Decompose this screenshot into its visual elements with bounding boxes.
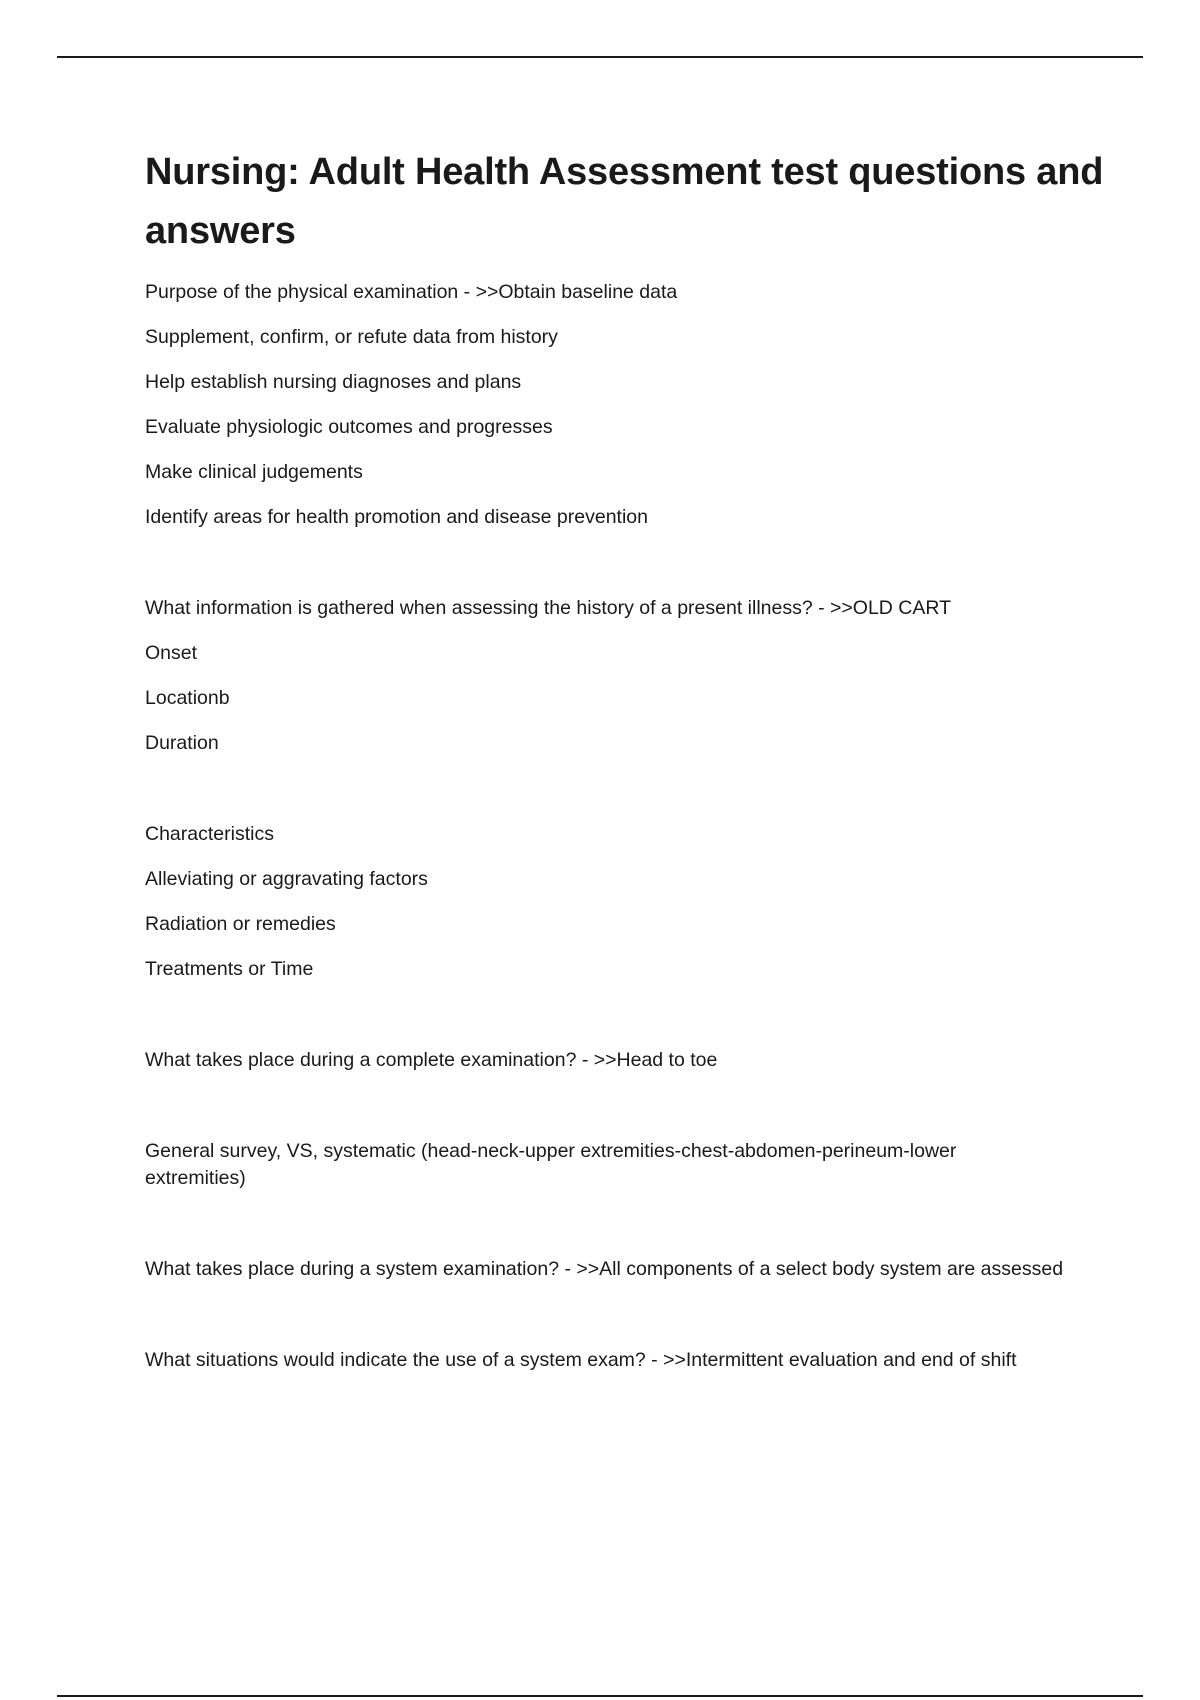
text-line: Help establish nursing diagnoses and plans bbox=[145, 371, 522, 393]
text-line: Alleviating or aggravating factors bbox=[145, 868, 428, 890]
text-line: extremities) bbox=[145, 1167, 246, 1189]
text-line: What situations would indicate the use of a system exam? - >>Intermittent evaluation and end of shift bbox=[145, 1349, 1017, 1371]
text-line: Radiation or remedies bbox=[145, 913, 336, 935]
block-system-exam bbox=[145, 1256, 1105, 1283]
text-line: Duration bbox=[145, 732, 219, 754]
text-line: Characteristics bbox=[145, 823, 274, 845]
text-line: Supplement, confirm, or refute data from history bbox=[145, 326, 558, 348]
text-line: What takes place during a complete examination? - >>Head to toe bbox=[145, 1049, 718, 1071]
text-line: Make clinical judgements bbox=[145, 461, 363, 483]
footer-rule bbox=[57, 1695, 1143, 1697]
block-physical-exam-purpose bbox=[145, 279, 1105, 531]
text-line: General survey, VS, systematic (head-neck-upper extremities-chest-abdomen-perineum-lower bbox=[145, 1140, 957, 1162]
block-cart-details bbox=[145, 821, 1105, 983]
block-complete-exam bbox=[145, 1047, 1105, 1074]
block-general-survey bbox=[145, 1138, 1105, 1192]
text-line: Evaluate physiologic outcomes and progresses bbox=[145, 416, 553, 438]
document-body bbox=[145, 143, 1105, 1374]
document-title: Nursing: Adult Health Assessment test questions and answers bbox=[145, 151, 1104, 252]
text-line: Locationb bbox=[145, 687, 230, 709]
text-line: Treatments or Time bbox=[145, 958, 314, 980]
header-rule bbox=[57, 56, 1143, 58]
text-line: Identify areas for health promotion and disease prevention bbox=[145, 506, 648, 528]
text-line: Onset bbox=[145, 642, 198, 664]
text-line: Purpose of the physical examination - >>Obtain baseline data bbox=[145, 281, 678, 303]
block-system-exam-situations bbox=[145, 1347, 1105, 1374]
text-line: What takes place during a system examination? - >>All components of a select body system are assessed bbox=[145, 1258, 1064, 1280]
block-old-cart bbox=[145, 595, 1105, 757]
text-line: What information is gathered when assessing the history of a present illness? - >>OLD CART bbox=[145, 597, 952, 619]
